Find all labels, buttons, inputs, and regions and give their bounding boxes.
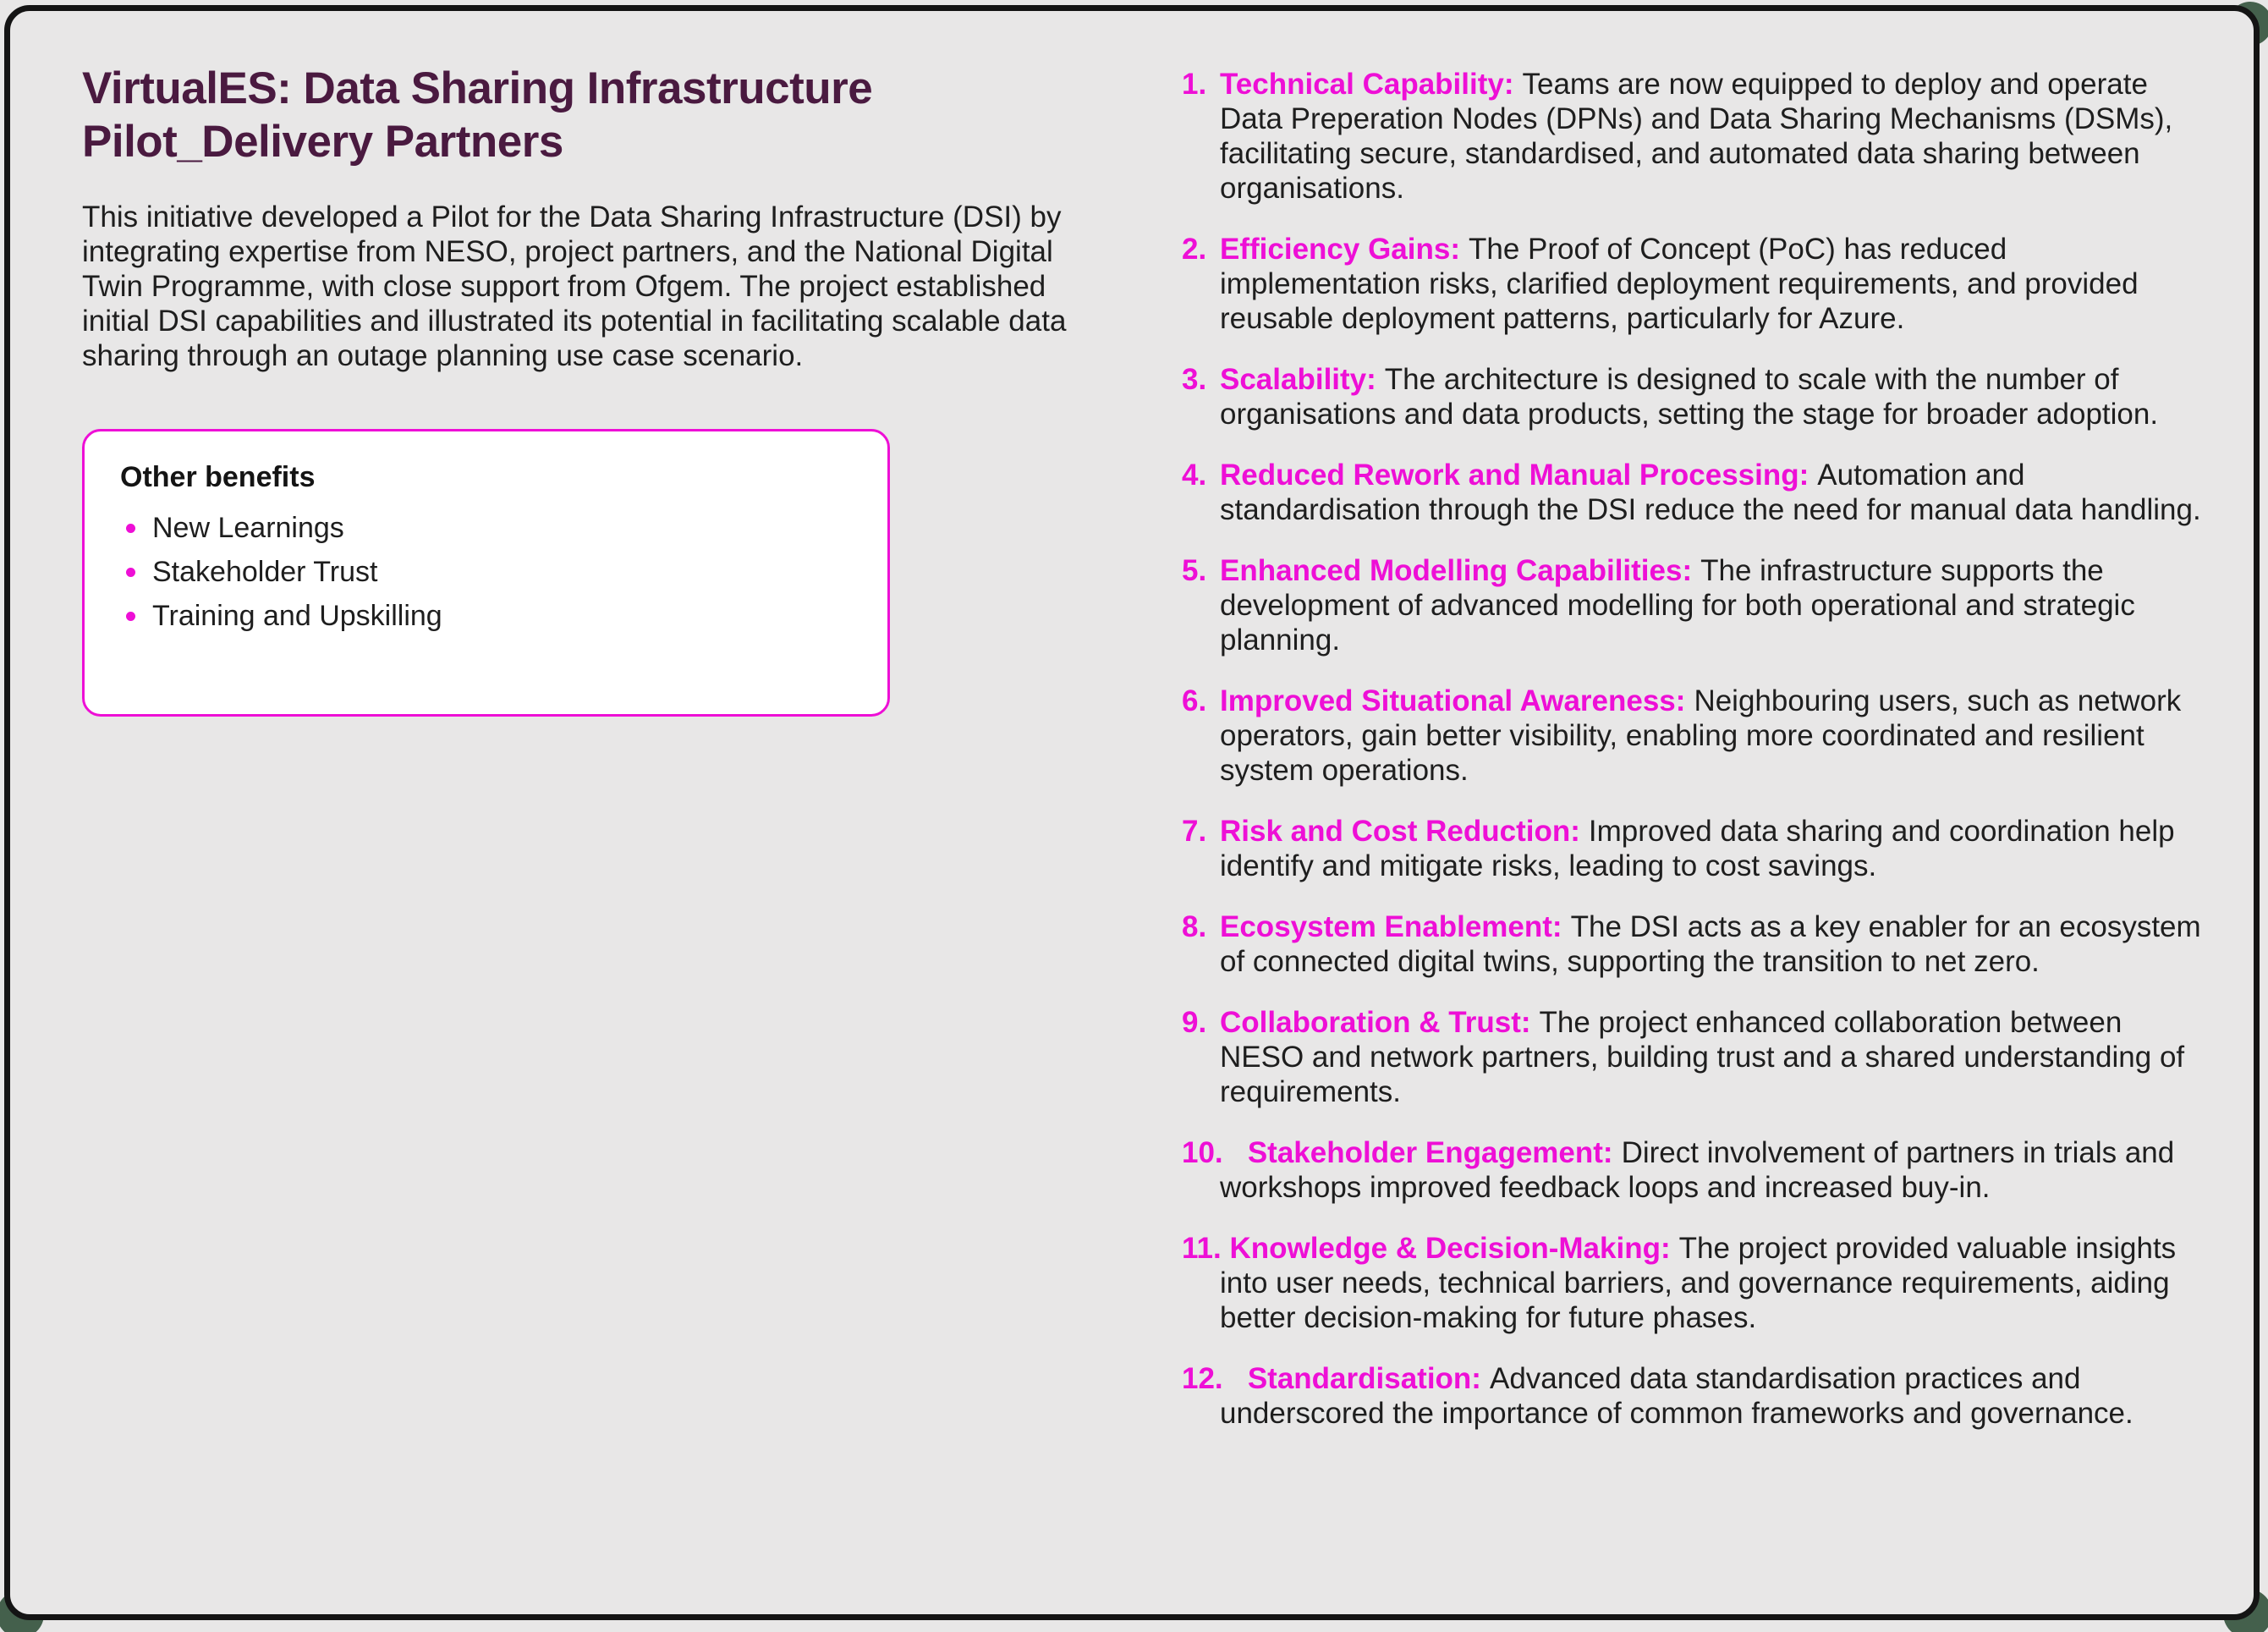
item-label: Technical Capability: [1220,68,1514,101]
item-label: Enhanced Modelling Capabilities: [1220,554,1693,587]
item-label: Knowledge & Decision-Making: [1229,1232,1671,1265]
item-text: The project provided valuable insights into user needs, technical barriers, and governance requirements, aiding better decision-making for future phases. [1220,1232,2177,1334]
benefit-label: New Learnings [152,512,344,544]
item-label: Improved Situational Awareness: [1220,684,1686,717]
page-title-line2: Pilot_Delivery Partners [82,117,563,167]
other-benefits-box [82,429,890,717]
numbered-item [1182,1005,2201,1109]
item-number: 1. [1182,68,1215,101]
item-label: Risk and Cost Reduction: [1220,815,1580,848]
numbered-item [1182,362,2201,431]
page-title-line1: VirtualES: Data Sharing Infrastructure [82,63,873,113]
item-number: 3. [1182,363,1215,396]
list-item [120,550,862,594]
item-label: Stakeholder Engagement: [1247,1136,1613,1169]
item-label: Efficiency Gains: [1220,233,1460,266]
item-number: 5. [1182,554,1215,587]
item-text: The infrastructure supports the development of advanced modelling for both operational and strategic planning. [1220,554,2135,657]
numbered-item [1182,909,2201,979]
item-number: 9. [1182,1006,1215,1039]
numbered-item [1182,1361,2201,1431]
benefit-label: Training and Upskilling [152,600,442,632]
bullet-icon [126,524,135,533]
item-text: The DSI acts as a key enabler for an ecosystem of connected digital twins, supporting the transition to net zero. [1220,910,2201,978]
numbered-item [1182,684,2201,788]
item-label: Standardisation: [1247,1362,1481,1395]
page-title [82,62,1110,168]
item-text: Improved data sharing and coordination help identify and mitigate risks, leading to cost savings. [1220,815,2175,882]
item-label: Scalability: [1220,363,1376,396]
item-number: 6. [1182,684,1215,717]
item-number: 12. [1182,1362,1248,1395]
numbered-item [1182,814,2201,883]
numbered-item [1182,232,2201,336]
item-text: Teams are now equipped to deploy and operate Data Preperation Nodes (DPNs) and Data Sharing Mechanisms (DSMs), facilitating secure, standardised, and automated data sharing between organisations. [1220,68,2173,205]
benefits-list [120,506,862,638]
numbered-benefits-list [1182,67,2201,1457]
intro-paragraph: This initiative developed a Pilot for the Data Sharing Infrastructure (DSI) by integrating expertise from NESO, project partners, and the National Digital Twin Programme, with close support from Ofgem. The project established initial DSI capabilities and illustrated its potential in facilitating scalable data sharing through an outage planning use case scenario. [82,201,1067,372]
item-number: 2. [1182,233,1215,266]
item-number: 10. [1182,1136,1248,1169]
benefits-heading: Other benefits [120,461,316,493]
item-number: 4. [1182,459,1215,492]
item-label: Collaboration & Trust: [1220,1006,1531,1039]
numbered-item [1182,1231,2201,1335]
list-item [120,594,862,638]
slide-card [4,5,2260,1620]
numbered-item [1182,553,2201,657]
list-item [120,506,862,550]
item-text: Direct involvement of partners in trials and workshops improved feedback loops and increased buy-in. [1220,1136,2175,1204]
item-number: 8. [1182,910,1215,943]
left-column [82,62,1110,717]
benefit-label: Stakeholder Trust [152,556,378,588]
item-text: Automation and standardisation through the DSI reduce the need for manual data handling. [1220,459,2201,526]
item-text: The architecture is designed to scale with the number of organisations and data products, setting the stage for broader adoption. [1220,363,2159,431]
item-label: Reduced Rework and Manual Processing: [1220,459,1809,492]
item-text: Neighbouring users, such as network operators, gain better visibility, enabling more coordinated and resilient system operations. [1220,684,2182,787]
numbered-item [1182,458,2201,527]
item-number: 11. [1182,1232,1230,1265]
item-number: 7. [1182,815,1215,848]
item-text: The Proof of Concept (PoC) has reduced implementation risks, clarified deployment requirements, and provided reusable deployment patterns, particularly for Azure. [1220,233,2139,335]
item-text: The project enhanced collaboration between NESO and network partners, building trust and a shared understanding of requirements. [1220,1006,2185,1108]
numbered-item [1182,67,2201,206]
item-text: Advanced data standardisation practices and underscored the importance of common frameworks and governance. [1220,1362,2133,1430]
bullet-icon [126,568,135,577]
numbered-item [1182,1135,2201,1205]
item-label: Ecosystem Enablement: [1220,910,1562,943]
bullet-icon [126,612,135,621]
